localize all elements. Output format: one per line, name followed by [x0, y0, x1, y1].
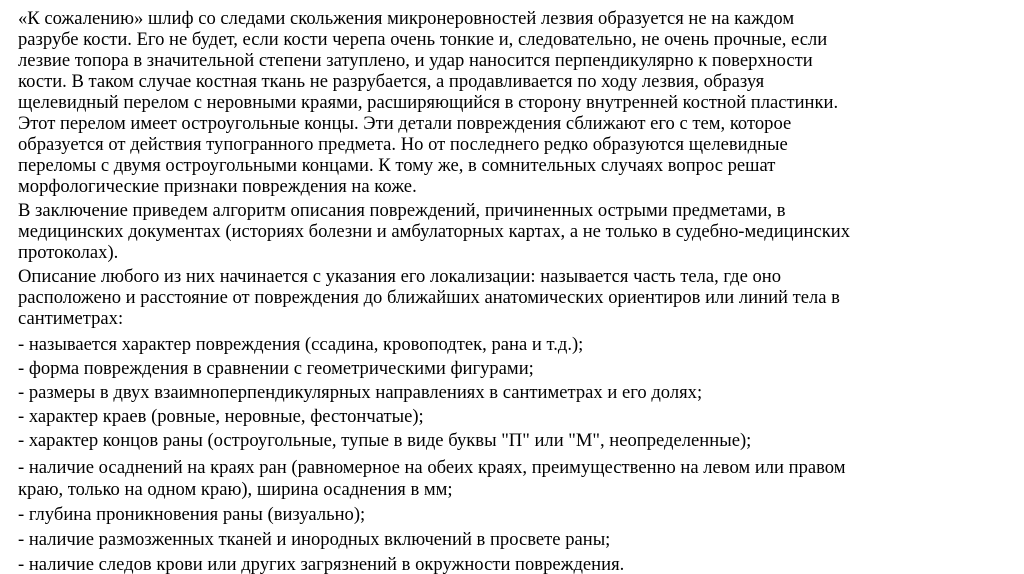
- text-line: «К сожалению» шлиф со следами скольжения микронеровностей лезвия образуется не на каждом: [18, 8, 795, 29]
- text-line: медицинских документах (историях болезни и амбулаторных картах, а не только в судебно-медицинских: [18, 221, 851, 242]
- list-item: - называется характер повреждения (ссадина, кровоподтек, рана и т.д.);: [18, 334, 584, 355]
- text-line: образуется от действия тупогранного предмета. Но от последнего редко образуются щелевидные: [18, 134, 788, 155]
- text-line: Описание любого из них начинается с указания его локализации: называется часть тела, где оно: [18, 266, 782, 287]
- list-item: - наличие размозженных тканей и инородных включений в просвете раны;: [18, 529, 611, 550]
- text-line: сантиметрах:: [18, 308, 124, 329]
- list-item: - характер концов раны (остроугольные, тупые в виде буквы "П" или "М", неопределенные);: [18, 430, 752, 451]
- text-line: щелевидный перелом с неровными краями, расширяющийся в сторону внутренней костной пластинки.: [18, 92, 839, 113]
- list-item: - характер краев (ровные, неровные, фестончатые);: [18, 406, 424, 427]
- text-line: Этот перелом имеет остроугольные концы. Эти детали повреждения сближают его с тем, которое: [18, 113, 792, 134]
- text-line: кости. В таком случае костная ткань не разрубается, а продавливается по ходу лезвия, образуя: [18, 71, 765, 92]
- list-item: - наличие следов крови или других загрязнений в окружности повреждения.: [18, 554, 625, 574]
- text-line: переломы с двумя остроугольными концами. К тому же, в сомнительных случаях вопрос решат: [18, 155, 776, 176]
- list-item: - глубина проникновения раны (визуально);: [18, 504, 366, 525]
- text-line: расположено и расстояние от повреждения до ближайших анатомических ориентиров или линий тела в: [18, 287, 840, 308]
- list-item: - размеры в двух взаимноперпендикулярных направлениях в сантиметрах и его долях;: [18, 382, 703, 403]
- text-line: лезвие топора в значительной степени затуплено, и удар наносится перпендикулярно к поверхности: [18, 50, 813, 71]
- text-line: В заключение приведем алгоритм описания повреждений, причиненных острыми предметами, в: [18, 200, 786, 221]
- text-line: морфологические признаки повреждения на коже.: [18, 176, 417, 197]
- text-line: протоколах).: [18, 242, 119, 263]
- list-item: краю, только на одном краю), ширина осаднения в мм;: [18, 479, 453, 500]
- list-item: - наличие осаднений на краях ран (равномерное на обеих краях, преимущественно на левом или правом: [18, 457, 846, 478]
- list-item: - форма повреждения в сравнении с геометрическими фигурами;: [18, 358, 534, 379]
- text-line: разрубе кости. Его не будет, если кости черепа очень тонкие и, следовательно, не очень прочные, если: [18, 29, 828, 50]
